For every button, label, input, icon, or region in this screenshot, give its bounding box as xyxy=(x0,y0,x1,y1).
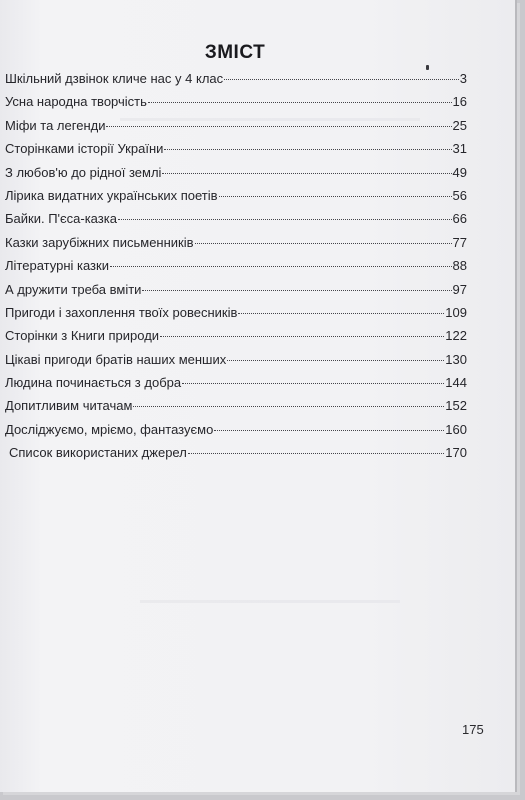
toc-entry-page: 144 xyxy=(445,375,467,391)
toc-leader-dots xyxy=(224,78,459,80)
toc-entry-page: 3 xyxy=(459,71,467,86)
toc-entry-page: 152 xyxy=(445,398,467,414)
toc-entry-title: Байки. П'єса-казка xyxy=(5,211,117,227)
toc-leader-dots xyxy=(106,125,451,127)
toc-entry-page: 66 xyxy=(452,211,467,227)
toc-entry-title: А дружити треба вміти xyxy=(5,281,142,297)
toc-entry xyxy=(5,398,467,421)
toc-entry xyxy=(5,94,467,117)
toc-entry xyxy=(5,445,467,468)
ink-mark xyxy=(426,65,429,70)
toc-entry xyxy=(5,282,467,305)
toc-leader-dots xyxy=(188,452,444,454)
toc-entry-title: Літературні казки xyxy=(5,258,109,274)
toc-entry-page: 130 xyxy=(445,351,467,367)
toc-entry xyxy=(5,118,467,141)
toc-entry-page: 97 xyxy=(452,281,467,297)
toc-leader-dots xyxy=(182,382,444,384)
toc-leader-dots xyxy=(238,312,444,314)
toc-entry-title: Сторінки з Книги природи xyxy=(5,328,160,344)
toc-entry-title: Усна народна творчість xyxy=(5,94,147,110)
table-of-contents xyxy=(5,71,467,469)
toc-entry-page: 49 xyxy=(452,164,467,180)
toc-entry-title: Лірика видатних українських поетів xyxy=(5,187,218,203)
toc-entry-page: 88 xyxy=(452,258,467,274)
page-number: 175 xyxy=(462,722,484,737)
toc-entry-page: 170 xyxy=(445,445,467,461)
toc-entry xyxy=(5,188,467,211)
toc-entry xyxy=(5,305,467,328)
toc-leader-dots xyxy=(219,195,452,197)
toc-entry-title: Шкільний дзвінок кличе нас у 4 клас xyxy=(5,71,224,86)
toc-leader-dots xyxy=(214,429,444,431)
toc-entry-title: Досліджуємо, мріємо, фантазуємо xyxy=(5,421,214,437)
toc-entry-title: Список використаних джерел xyxy=(9,445,187,461)
toc-leader-dots xyxy=(162,172,451,174)
toc-entry-page: 160 xyxy=(445,421,467,437)
page-title: ЗМІСТ xyxy=(204,42,266,63)
toc-leader-dots xyxy=(142,289,451,291)
toc-entry-title: Допитливим читачам xyxy=(5,398,133,414)
toc-entry-title: Цікаві пригоди братів наших менших xyxy=(5,351,227,367)
toc-entry-title: З любов'ю до рідної землі xyxy=(5,164,162,180)
toc-entry-page: 56 xyxy=(452,187,467,203)
toc-entry-title: Казки зарубіжних письменників xyxy=(5,234,194,250)
toc-entry xyxy=(5,422,467,445)
toc-entry xyxy=(5,258,467,281)
bleed-through-mark xyxy=(140,600,400,603)
toc-entry-page: 109 xyxy=(445,304,467,320)
toc-entry-title: Міфи та легенди xyxy=(5,117,106,133)
toc-entry-title: Пригоди і захоплення твоїх ровесників xyxy=(5,304,238,320)
toc-leader-dots xyxy=(110,265,452,267)
toc-entry-page: 31 xyxy=(452,141,467,157)
toc-entry xyxy=(5,71,467,94)
toc-leader-dots xyxy=(164,148,451,150)
toc-leader-dots xyxy=(148,101,452,103)
toc-leader-dots xyxy=(118,218,452,220)
toc-entry xyxy=(5,141,467,164)
toc-entry-title: Людина починається з добра xyxy=(5,375,182,391)
toc-entry-page: 122 xyxy=(445,328,467,344)
toc-leader-dots xyxy=(227,359,444,361)
toc-entry xyxy=(5,328,467,351)
toc-entry-page: 16 xyxy=(452,94,467,110)
toc-entry xyxy=(5,352,467,375)
toc-entry xyxy=(5,375,467,398)
toc-entry xyxy=(5,165,467,188)
toc-leader-dots xyxy=(160,335,444,337)
toc-entry-title: Сторінками історії України xyxy=(5,141,164,157)
toc-entry xyxy=(5,211,467,234)
toc-entry xyxy=(5,235,467,258)
toc-entry-page: 77 xyxy=(452,234,467,250)
toc-leader-dots xyxy=(133,405,444,407)
toc-leader-dots xyxy=(195,242,452,244)
toc-entry-page: 25 xyxy=(452,117,467,133)
